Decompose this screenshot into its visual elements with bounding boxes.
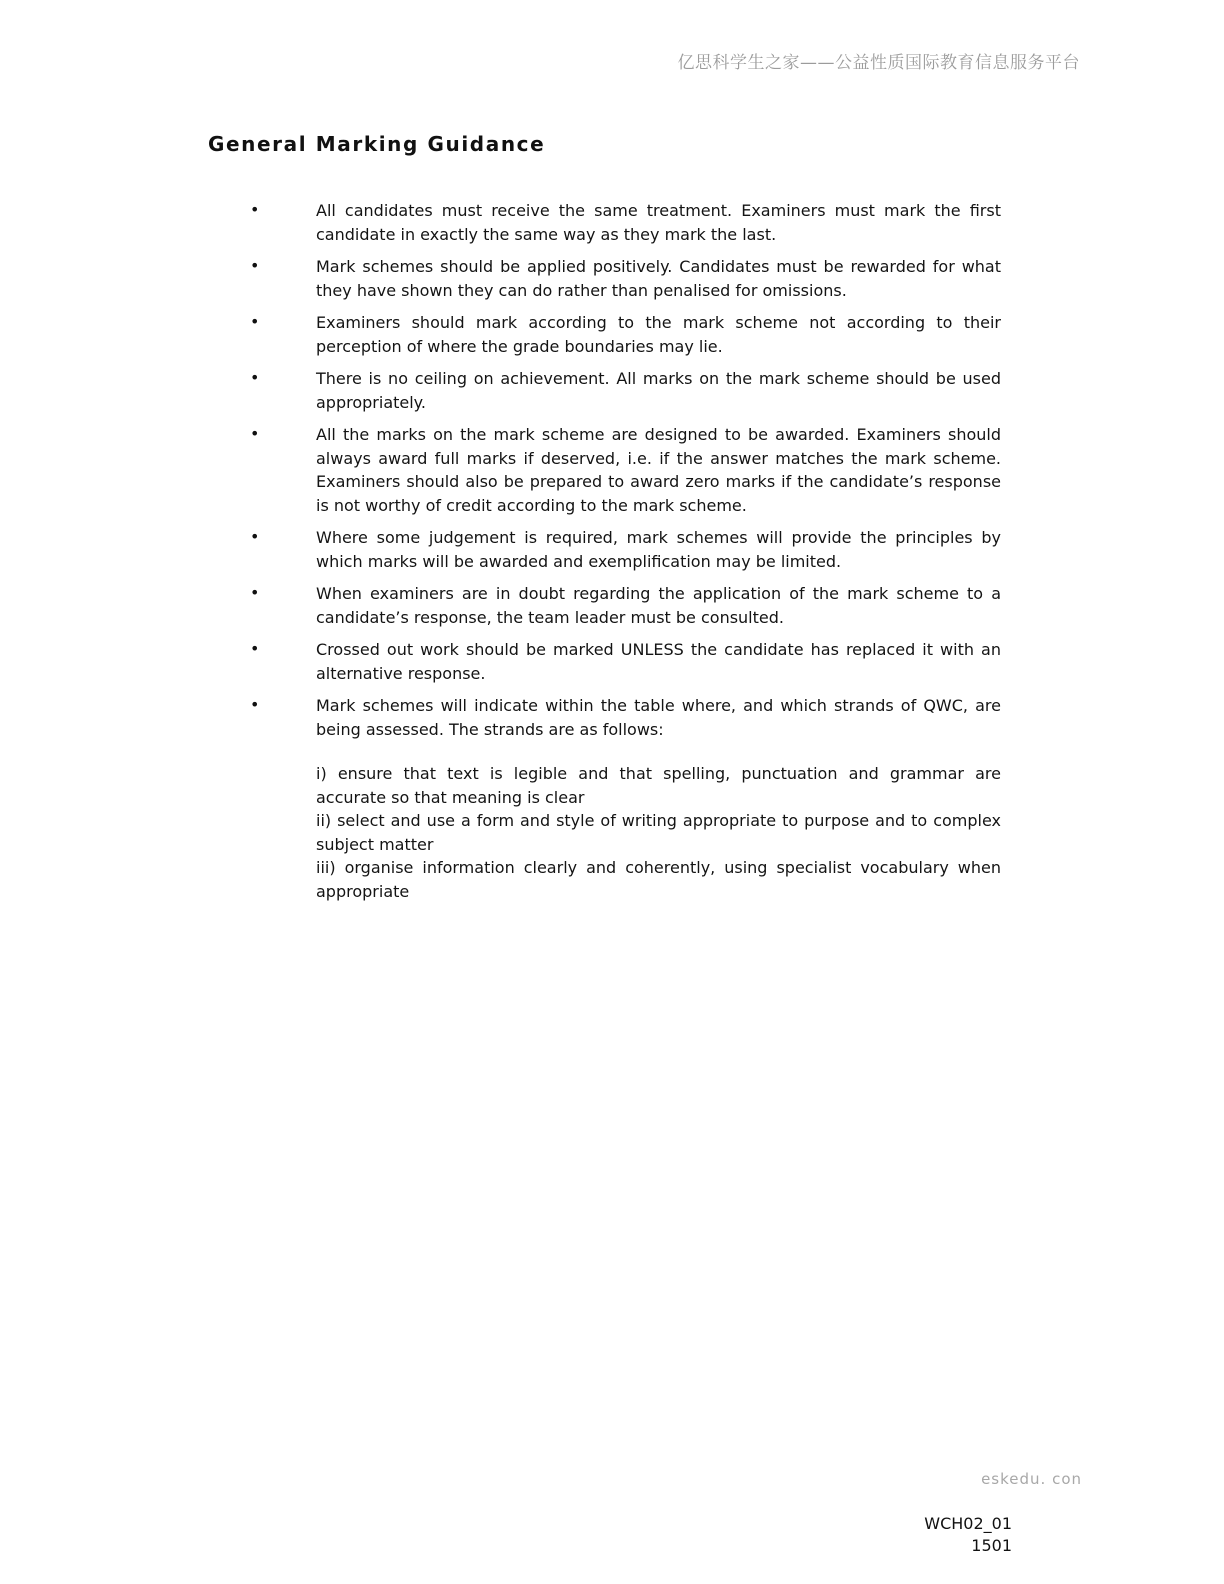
qwc-strands [316, 762, 1001, 903]
guidance-bullet-list [250, 199, 1001, 741]
paper-code: WCH02_01 [924, 1514, 1012, 1533]
paper-number: 1501 [971, 1536, 1012, 1555]
guidance-bullet-1 [250, 199, 1001, 246]
bullet-icon: • [250, 583, 260, 602]
bullet-text: Mark schemes should be applied positively. Candidates must be rewarded for what they have shown they can do rather than penalised for omissions. [316, 257, 1001, 300]
bullet-icon: • [250, 639, 260, 658]
platform-header-text: 亿思科学生之家——公益性质国际教育信息服务平台 [677, 53, 1080, 73]
guidance-bullet-6 [250, 526, 1001, 573]
qwc-strand-i: i) ensure that text is legible and that spelling, punctuation and grammar are accurate so that meaning is clear [316, 764, 1001, 807]
bullet-text: There is no ceiling on achievement. All marks on the mark scheme should be used appropriately. [316, 369, 1001, 412]
site-watermark: eskedu. con [981, 1470, 1082, 1488]
bullet-icon: • [250, 368, 260, 387]
guidance-bullet-5 [250, 423, 1001, 517]
guidance-bullet-8 [250, 638, 1001, 685]
bullet-icon: • [250, 527, 260, 546]
bullet-text: When examiners are in doubt regarding the application of the mark scheme to a candidate’s response, the team leader must be consulted. [316, 584, 1001, 627]
guidance-bullet-7 [250, 582, 1001, 629]
bullet-text: All the marks on the mark scheme are designed to be awarded. Examiners should always award full marks if deserved, i.e. if the answer matches the mark scheme. Examiners should also be prepared to award zero marks if the candidate’s response is not worthy of credit according to the mark scheme. [316, 425, 1001, 515]
bullet-icon: • [250, 256, 260, 275]
guidance-bullet-2 [250, 255, 1001, 302]
guidance-bullet-4 [250, 367, 1001, 414]
qwc-strand-iii: iii) organise information clearly and coherently, using specialist vocabulary when appropriate [316, 858, 1001, 901]
page-title: General Marking Guidance [208, 132, 546, 156]
bullet-icon: • [250, 200, 260, 219]
bullet-text: Where some judgement is required, mark schemes will provide the principles by which marks will be awarded and exemplification may be limited. [316, 528, 1001, 571]
guidance-bullet-9 [250, 694, 1001, 741]
paper-info [924, 1513, 1012, 1557]
bullet-text: All candidates must receive the same treatment. Examiners must mark the first candidate in exactly the same way as they mark the last. [316, 201, 1001, 244]
guidance-content [250, 199, 1001, 903]
bullet-icon: • [250, 695, 260, 714]
qwc-strand-ii: ii) select and use a form and style of writing appropriate to purpose and to complex subject matter [316, 811, 1001, 854]
bullet-icon: • [250, 312, 260, 331]
guidance-bullet-3 [250, 311, 1001, 358]
bullet-icon: • [250, 424, 260, 443]
bullet-text: Mark schemes will indicate within the table where, and which strands of QWC, are being assessed. The strands are as follows: [316, 696, 1001, 739]
bullet-text: Examiners should mark according to the mark scheme not according to their perception of where the grade boundaries may lie. [316, 313, 1001, 356]
bullet-text: Crossed out work should be marked UNLESS the candidate has replaced it with an alternative response. [316, 640, 1001, 683]
